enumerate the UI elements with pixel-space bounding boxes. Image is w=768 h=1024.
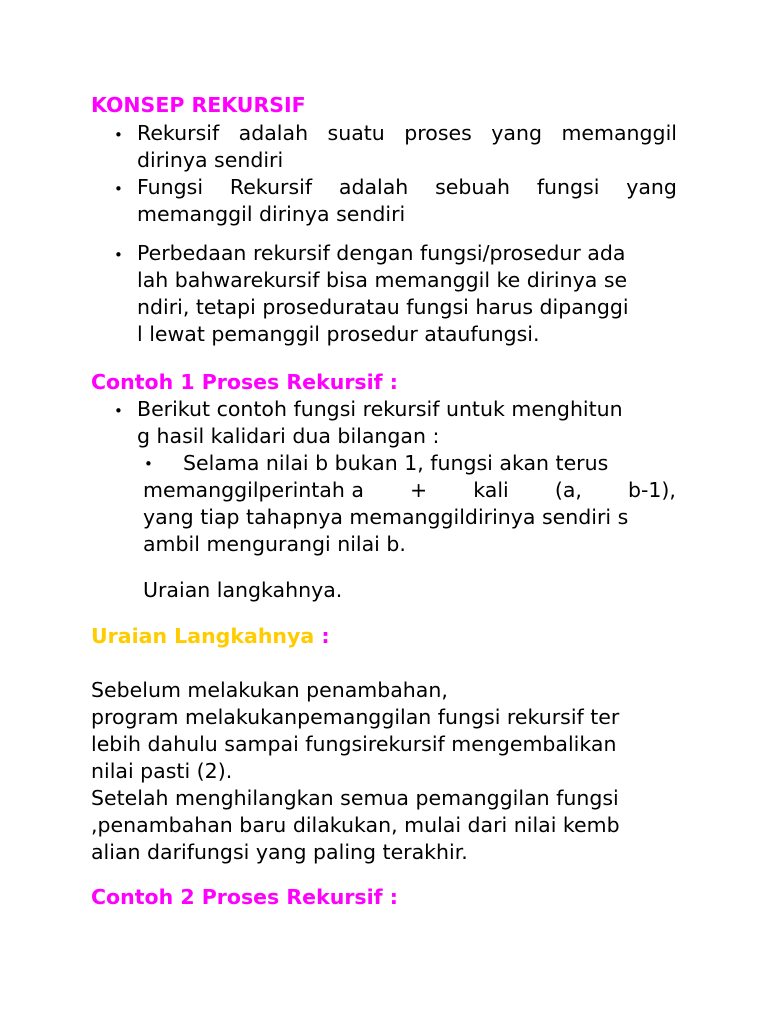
bullet-line [137, 174, 677, 201]
bullet-line: ndiri, tetapi proseduratau fungsi harus dipanggi [137, 295, 629, 319]
bullet-dot: • [114, 402, 123, 420]
paragraph-line: nilai pasti (2). [91, 759, 233, 783]
uraian-paragraph [91, 677, 691, 866]
word: kali [473, 478, 509, 502]
word: Fungsi [137, 175, 204, 199]
paragraph-line: alian darifungsi yang paling terakhir. [91, 840, 468, 864]
bullet-line: dirinya sendiri [137, 148, 284, 172]
heading-uraian-langkahnya [91, 623, 330, 650]
bullet-line: Berikut contoh fungsi rekursif untuk menghitun [137, 397, 623, 421]
word: Rekursif [137, 121, 220, 145]
bullet-dot: • [114, 180, 123, 198]
heading-contoh-1: Contoh 1 Proses Rekursif : [91, 370, 398, 394]
bullet-line: g hasil kalidari dua bilangan : [137, 424, 440, 448]
bullet-line [137, 120, 677, 147]
bullet-rekursif-definition [137, 120, 677, 174]
word: yang [626, 175, 677, 199]
bullet-perbedaan [137, 240, 677, 348]
subbullet-selama [143, 450, 676, 558]
word: adalah [238, 121, 309, 145]
bullet-dot: • [114, 126, 123, 144]
bullet-line: l lewat pemanggil prosedur ataufungsi. [137, 322, 540, 346]
word: yang [491, 121, 542, 145]
heading-contoh-2: Contoh 2 Proses Rekursif : [91, 885, 398, 909]
bullet-fungsi-rekursif-definition [137, 174, 677, 228]
word: adalah [338, 175, 409, 199]
heading-colon: : [321, 624, 330, 648]
word: memanggilperintah a [143, 478, 364, 502]
paragraph-line: Sebelum melakukan penambahan, [91, 678, 448, 702]
paragraph-line: Setelah menghilangkan semua pemanggilan fungsi [91, 786, 619, 810]
word: sebuah [435, 175, 510, 199]
bullet-line: Perbedaan rekursif dengan fungsi/prosedur ada [137, 241, 626, 265]
bullet-dot: • [114, 246, 123, 264]
subbullet-line: yang tiap tahapnya memanggildirinya sendiri s [143, 505, 629, 529]
word: memanggil [561, 121, 677, 145]
word: suatu [327, 121, 385, 145]
word: fungsi [536, 175, 600, 199]
heading-konsep-rekursif: KONSEP REKURSIF [91, 93, 306, 117]
word: Rekursif [229, 175, 313, 199]
bullet-line: memanggil dirinya sendiri [137, 202, 406, 226]
paragraph-line: program melakukanpemanggilan fungsi rekursif ter [91, 705, 620, 729]
word: (a, [554, 478, 582, 502]
bullet-berikut-contoh [137, 396, 677, 450]
trailing-line: Uraian langkahnya. [143, 578, 343, 602]
bullet-line: lah bahwarekursif bisa memanggil ke dirinya se [137, 268, 628, 292]
word: + [410, 478, 428, 502]
subbullet-dot: • [144, 455, 153, 473]
paragraph-line: ,penambahan baru dilakukan, mulai dari nilai kemb [91, 813, 620, 837]
subbullet-line: ambil mengurangi nilai b. [143, 532, 406, 556]
uraian-langkahnya-text [143, 577, 683, 604]
word: b-1), [627, 478, 676, 502]
heading-text: Uraian Langkahnya [91, 624, 315, 648]
paragraph-line: lebih dahulu sampai fungsirekursif mengembalikan [91, 732, 617, 756]
word: proses [404, 121, 472, 145]
subbullet-line [143, 477, 676, 504]
subbullet-line: Selama nilai b bukan 1, fungsi akan terus [183, 451, 609, 475]
